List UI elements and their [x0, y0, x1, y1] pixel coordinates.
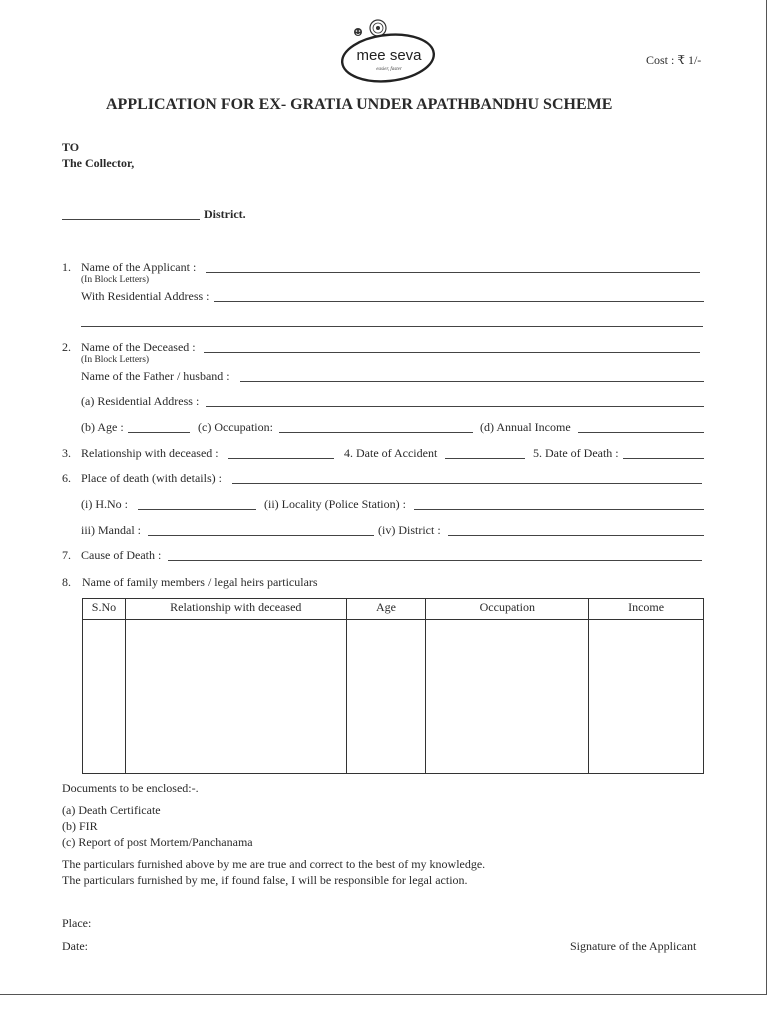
date-accident-field[interactable] — [445, 458, 525, 459]
item-number-6: 6. — [62, 471, 71, 485]
block-letters-note-2: (In Block Letters) — [81, 355, 150, 365]
signature-label: Signature of the Applicant — [570, 939, 697, 953]
occupation-field[interactable] — [279, 432, 473, 433]
date-death-field[interactable] — [623, 458, 704, 459]
occupation-label: (c) Occupation: — [198, 420, 273, 434]
mandal-label: iii) Mandal : — [81, 523, 141, 537]
mee-seva-logo — [340, 14, 440, 86]
relationship-label: Relationship with deceased : — [81, 446, 219, 460]
locality-label: (ii) Locality (Police Station) : — [264, 497, 406, 511]
relationship-field[interactable] — [228, 458, 334, 459]
table-header-occupation: Occupation — [426, 599, 589, 620]
form-title: APPLICATION FOR EX- GRATIA UNDER APATHBANDHU SCHEME — [106, 96, 613, 113]
place-death-label: Place of death (with details) : — [81, 471, 222, 485]
deceased-name-label: Name of the Deceased : — [81, 340, 196, 354]
age-cell[interactable] — [346, 620, 426, 774]
age-label: (b) Age : — [81, 420, 124, 434]
date-death-label: 5. Date of Death : — [533, 446, 619, 460]
documents-heading: Documents to be enclosed:-. — [62, 781, 199, 795]
applicant-name-field[interactable] — [206, 272, 700, 273]
item-number-8: 8. — [62, 575, 71, 589]
declaration-line-1: The particulars furnished above by me are true and correct to the best of my knowledge. — [62, 857, 486, 871]
item-number-1: 1. — [62, 260, 71, 274]
deceased-address-label: (a) Residential Address : — [81, 394, 200, 408]
document-item: (b) FIR — [62, 819, 98, 833]
family-members-label: Name of family members / legal heirs particulars — [82, 575, 318, 589]
occupation-cell[interactable] — [426, 620, 589, 774]
date-accident-label: 4. Date of Accident — [344, 446, 438, 460]
table-header-relationship: Relationship with deceased — [125, 599, 346, 620]
to-label: TO — [62, 140, 80, 154]
annual-income-label: (d) Annual Income — [480, 420, 571, 434]
residential-address-label: With Residential Address : — [81, 289, 210, 303]
deceased-name-field[interactable] — [204, 352, 700, 353]
table-header-income: Income — [589, 599, 704, 620]
locality-field[interactable] — [414, 509, 704, 510]
mandal-field[interactable] — [148, 535, 374, 536]
relationship-cell[interactable] — [125, 620, 346, 774]
item-number-3: 3. — [62, 446, 71, 460]
residential-address-field-2[interactable] — [81, 326, 703, 327]
cause-death-label: Cause of Death : — [81, 548, 162, 562]
cost-label: Cost : ₹ 1/- — [646, 53, 702, 67]
item-number-7: 7. — [62, 548, 71, 562]
block-letters-note: (In Block Letters) — [81, 275, 150, 285]
table-row[interactable] — [83, 620, 704, 774]
hno-field[interactable] — [138, 509, 256, 510]
table-header-row — [83, 599, 704, 620]
income-cell[interactable] — [589, 620, 704, 774]
applicant-name-label: Name of the Applicant : — [81, 260, 197, 274]
svg-text:easier, faster: easier, faster — [376, 67, 402, 72]
collector-label: The Collector, — [62, 156, 135, 170]
cause-death-field[interactable] — [168, 560, 702, 561]
table-header-sno: S.No — [83, 599, 126, 620]
district-iv-label: (iv) District : — [378, 523, 441, 537]
deceased-address-field[interactable] — [206, 406, 704, 407]
date-label: Date: — [62, 939, 88, 953]
sno-cell[interactable] — [83, 620, 126, 774]
place-label: Place: — [62, 916, 92, 930]
residential-address-field[interactable] — [214, 301, 704, 302]
district-label: District. — [204, 207, 246, 221]
document-item: (a) Death Certificate — [62, 803, 161, 817]
district-iv-field[interactable] — [448, 535, 704, 536]
hno-label: (i) H.No : — [81, 497, 128, 511]
place-death-field[interactable] — [232, 483, 702, 484]
annual-income-field[interactable] — [578, 432, 704, 433]
svg-text:mee seva: mee seva — [356, 47, 422, 64]
item-number-2: 2. — [62, 340, 71, 354]
legal-heirs-table — [82, 598, 704, 774]
document-item: (c) Report of post Mortem/Panchanama — [62, 835, 253, 849]
father-husband-label: Name of the Father / husband : — [81, 369, 230, 383]
declaration-line-2: The particulars furnished by me, if found false, I will be responsible for legal action. — [62, 873, 468, 887]
district-input-line[interactable] — [62, 219, 200, 220]
age-field[interactable] — [128, 432, 190, 433]
table-header-age: Age — [346, 599, 426, 620]
father-husband-field[interactable] — [240, 381, 704, 382]
